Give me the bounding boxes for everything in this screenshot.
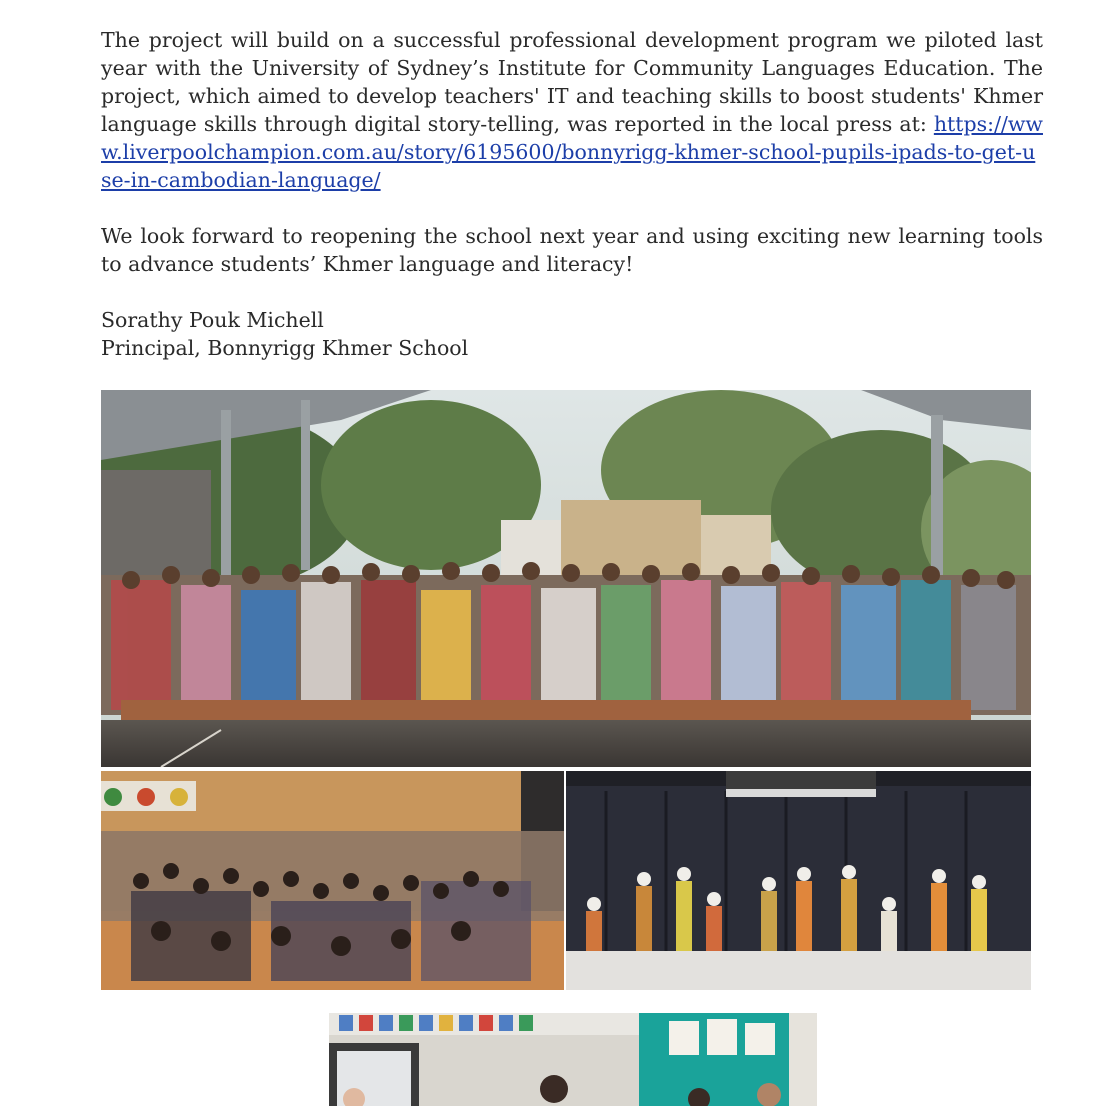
stage-dance-photo [566, 771, 1031, 990]
project-paragraph [101, 26, 1043, 194]
school-group-photo [101, 390, 1031, 767]
classroom-photo [329, 1013, 817, 1106]
hall-audience-photo [101, 771, 564, 990]
press-article-link[interactable]: https://www.liverpoolchampion.com.au/story/6195600/bonnyrigg-khmer-school-pupils-ipads-to-get-use-in-cambodian-language/ [101, 112, 1043, 192]
signature-title: Principal, Bonnyrigg Khmer School [101, 336, 469, 360]
closing-paragraph: We look forward to reopening the school next year and using exciting new learning tools to advance students’ Khmer language and literacy! [101, 224, 1043, 276]
project-paragraph-text: The project will build on a successful professional development program we piloted last year with the University of Sydney’s Institute for Community Languages Education. The project, which aimed to develop teachers' IT and teaching skills to boost students' Khmer language skills through digital story-telling, was reported in the local press at: [101, 28, 1043, 136]
signature-name: Sorathy Pouk Michell [101, 308, 324, 332]
